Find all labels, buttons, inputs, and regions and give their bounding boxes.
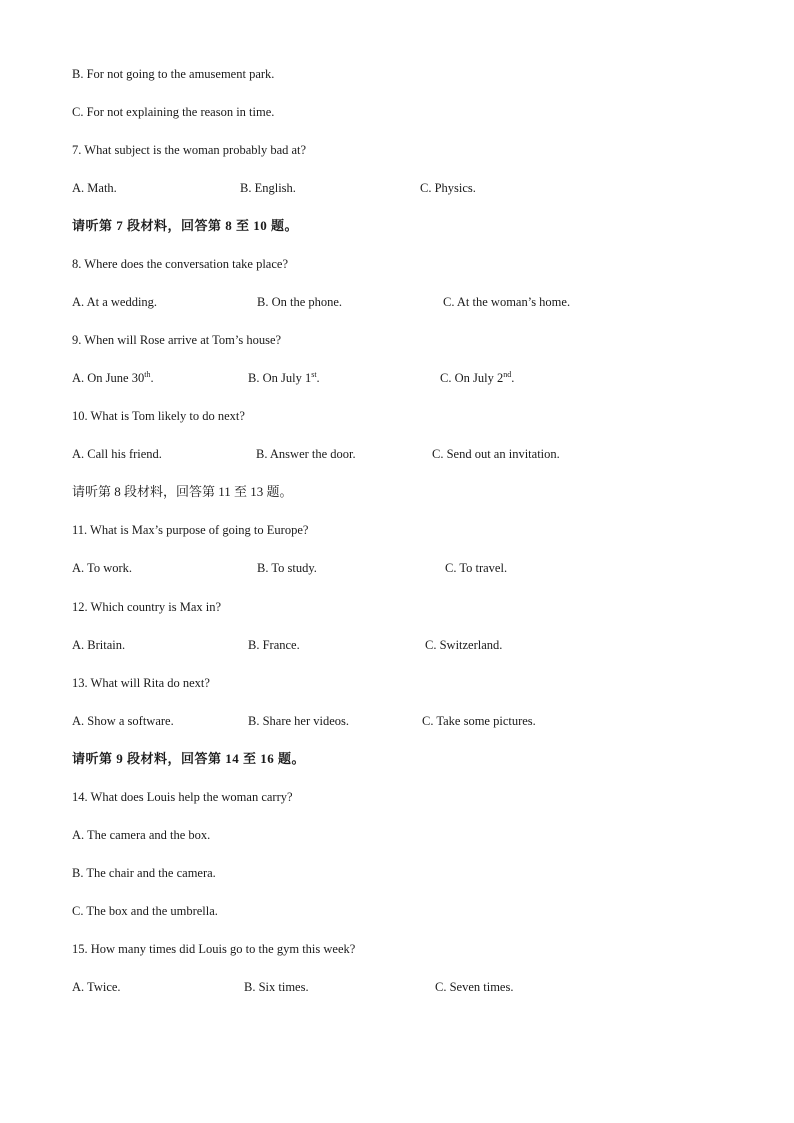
option-14b: B. The chair and the camera.: [72, 866, 216, 880]
option-11a: A. To work.: [72, 561, 133, 575]
question-9: 9. When will Rose arrive at Tom’s house?: [72, 333, 282, 347]
option-15b: B. Six times.: [244, 980, 309, 994]
option-12b: B. France.: [248, 638, 300, 652]
question-15: 15. How many times did Louis go to the gym this week?: [72, 942, 356, 956]
option-6b: B. For not going to the amusement park.: [72, 67, 275, 81]
option-13a: A. Show a software.: [72, 714, 174, 728]
option-12a: A. Britain.: [72, 638, 126, 652]
option-8a: A. At a wedding.: [72, 295, 158, 309]
question-10: 10. What is Tom likely to do next?: [72, 409, 245, 423]
option-7c: C. Physics.: [420, 181, 476, 195]
question-11: 11. What is Max’s purpose of going to Europe?: [72, 523, 309, 537]
section-heading-8: 请听第 8 段材料，回答第 11 至 13 题。: [72, 484, 293, 499]
question-13: 13. What will Rita do next?: [72, 676, 210, 690]
option-14a: A. The camera and the box.: [72, 828, 211, 842]
option-7a: A. Math.: [72, 181, 117, 195]
option-6c: C. For not explaining the reason in time.: [72, 105, 275, 119]
option-9a: A. On June 30th.: [72, 369, 154, 385]
option-11c: C. To travel.: [445, 561, 508, 575]
section-heading-7: 请听第 7 段材料，回答第 8 至 10 题。: [72, 218, 299, 233]
option-12c: C. Switzerland.: [425, 638, 503, 652]
option-9c: C. On July 2nd.: [440, 369, 515, 385]
option-14c: C. The box and the umbrella.: [72, 904, 218, 918]
question-7: 7. What subject is the woman probably bad at?: [72, 143, 307, 157]
option-10a: A. Call his friend.: [72, 447, 162, 461]
option-15c: C. Seven times.: [435, 980, 514, 994]
option-13b: B. Share her videos.: [248, 714, 350, 728]
option-9b: B. On July 1st.: [248, 369, 320, 385]
option-11b: B. To study.: [257, 561, 317, 575]
section-heading-9: 请听第 9 段材料，回答第 14 至 16 题。: [72, 751, 306, 766]
option-15a: A. Twice.: [72, 980, 121, 994]
question-8: 8. Where does the conversation take place?: [72, 257, 288, 271]
question-12: 12. Which country is Max in?: [72, 600, 222, 614]
question-14: 14. What does Louis help the woman carry?: [72, 790, 293, 804]
option-10b: B. Answer the door.: [256, 447, 356, 461]
option-10c: C. Send out an invitation.: [432, 447, 560, 461]
option-7b: B. English.: [240, 181, 296, 195]
option-13c: C. Take some pictures.: [422, 714, 536, 728]
option-8c: C. At the woman’s home.: [443, 295, 571, 309]
option-8b: B. On the phone.: [257, 295, 343, 309]
